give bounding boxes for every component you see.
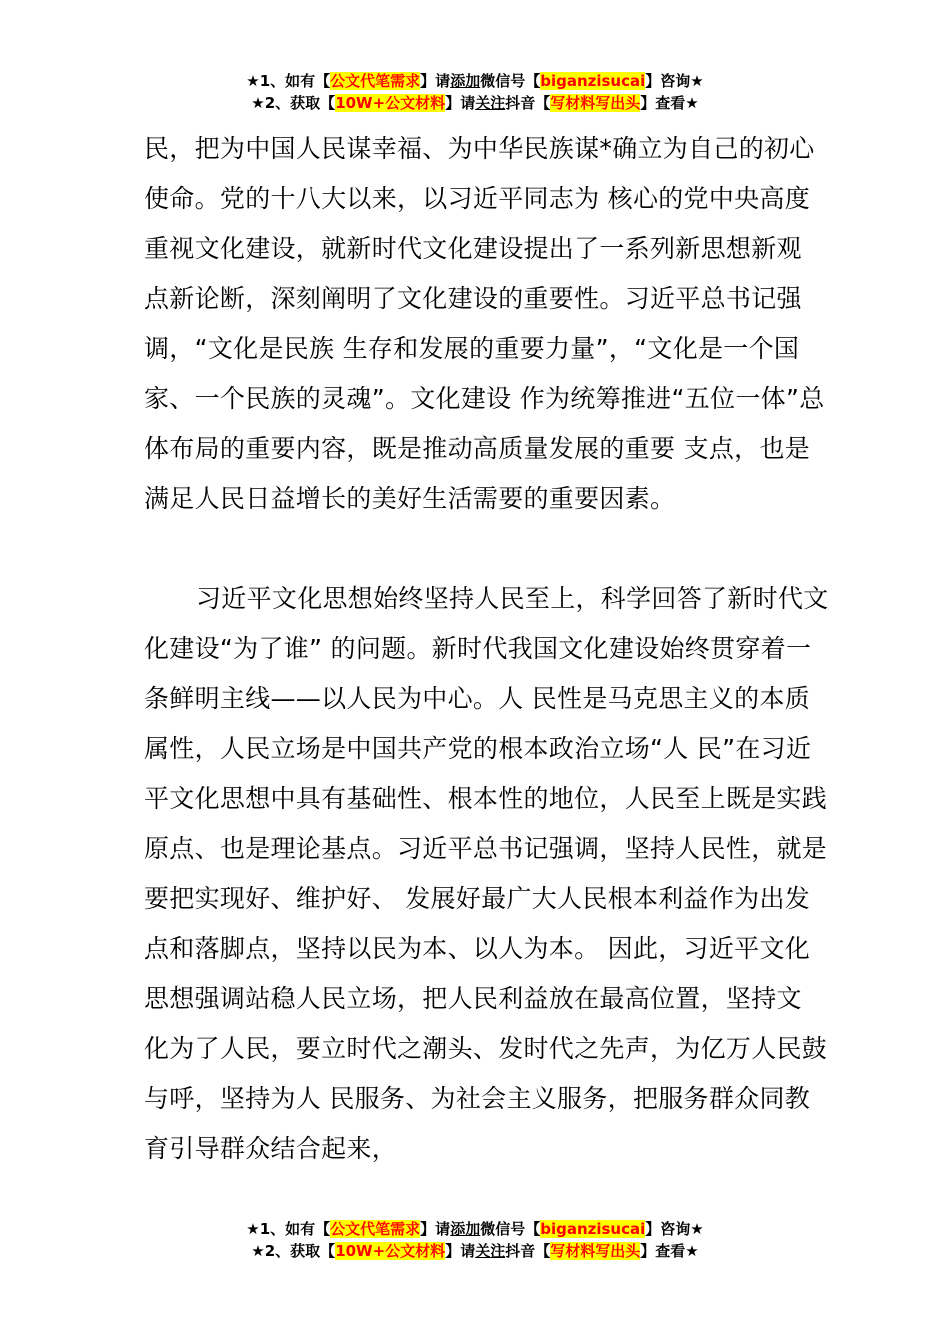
banner-text: 】请 [420, 1220, 451, 1238]
banner-line-2 [0, 1240, 950, 1262]
banner-text: 】请 [420, 72, 451, 90]
banner-text: 微信号【 [480, 72, 541, 90]
banner-line-1 [0, 70, 950, 92]
banner-text: 】咨询★ [645, 1220, 704, 1238]
banner-text: 抖音【 [505, 94, 551, 112]
underlined-add: 添加 [450, 1220, 481, 1238]
highlight-douyin: 写材料写出头 [550, 94, 641, 112]
header-banner [0, 70, 950, 114]
highlight-wechat-id: biganzisucai [540, 72, 646, 90]
highlight-materials: 10W+公文材料 [335, 1242, 446, 1260]
banner-text: ★1、如有【 [246, 1220, 331, 1238]
banner-text: 】请 [445, 1242, 476, 1260]
highlight-ghostwriting: 公文代笔需求 [330, 1220, 421, 1238]
banner-line-1 [0, 1218, 950, 1240]
document-body [144, 124, 834, 1174]
banner-text: 】查看★ [640, 94, 699, 112]
highlight-materials: 10W+公文材料 [335, 94, 446, 112]
banner-text: ★2、获取【 [251, 1242, 336, 1260]
banner-line-2 [0, 92, 950, 114]
highlight-douyin: 写材料写出头 [550, 1242, 641, 1260]
underlined-follow: 关注 [475, 1242, 506, 1260]
highlight-ghostwriting: 公文代笔需求 [330, 72, 421, 90]
banner-text: ★2、获取【 [251, 94, 336, 112]
banner-text: ★1、如有【 [246, 72, 331, 90]
footer-banner [0, 1218, 950, 1262]
banner-text: 微信号【 [480, 1220, 541, 1238]
banner-text: 】请 [445, 94, 476, 112]
highlight-wechat-id: biganzisucai [540, 1220, 646, 1238]
banner-text: 抖音【 [505, 1242, 551, 1260]
banner-text: 】查看★ [640, 1242, 699, 1260]
underlined-follow: 关注 [475, 94, 506, 112]
banner-text: 】咨询★ [645, 72, 704, 90]
paragraph-1: 民，把为中国人民谋幸福、为中华民族谋*确立为自己的初心使命。党的十八大以来，以习近平同志为 核心的党中央高度重视文化建设，就新时代文化建设提出了一系列新思想新观 点新论断，深刻阐明了文化建设的重要性。习近平总书记强调，“文化是民族 生存和发展的重要力量”，“文化是一个国家、一个民族的灵魂”。文化建设 作为统筹推进“五位一体”总体布局的重要内容，既是推动高质量发展的重要 支点，也是满足人民日益增长的美好生活需要的重要因素。 [144, 134, 825, 513]
paragraph-2: 习近平文化思想始终坚持人民至上，科学回答了新时代文化建设“为了谁” 的问题。新时代我国文化建设始终贯穿着一条鲜明主线——以人民为中心。人 民性是马克思主义的本质属性，人民立场是中国共产党的根本政治立场“人 民”在习近平文化思想中具有基础性、根本性的地位，人民至上既是实践原点、也是理论基点。习近平总书记强调，坚持人民性，就是要把实现好、维护好、 发展好最广大人民根本利益作为出发点和落脚点，坚持以民为本、以人为本。 因此，习近平文化思想强调站稳人民立场，把人民利益放在最高位置，坚持文 化为了人民，要立时代之潮头、发时代之先声，为亿万人民鼓与呼，坚持为人 民服务、为社会主义服务，把服务群众同教育引导群众结合起来， [144, 584, 829, 1163]
underlined-add: 添加 [450, 72, 481, 90]
